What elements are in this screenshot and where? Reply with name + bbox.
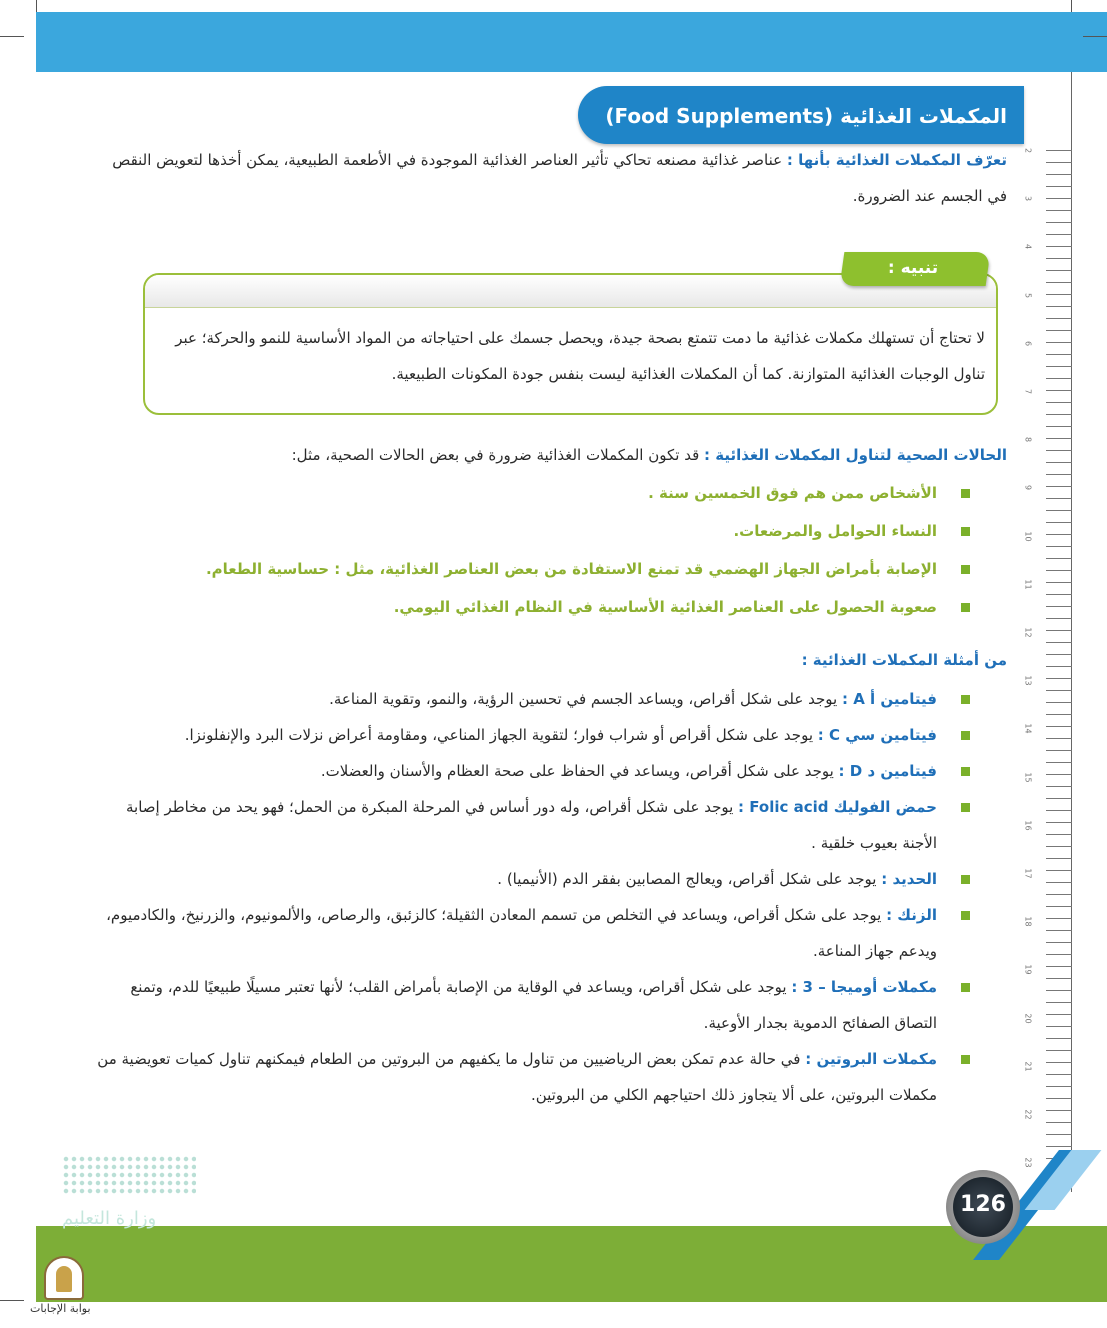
examples-list bbox=[97, 681, 1007, 1113]
ruler-number: 10 bbox=[1023, 531, 1033, 542]
list-item: مكملات البروتين : في حالة عدم تمكن بعض الرياضيين من تناول ما يكفيهم من البروتين من الطعام فيمكنهم تناول كميات تعويضية من مكملات البروتين، على ألا يتجاوز ذلك احتياجهم الكلي من البروتين. bbox=[97, 1041, 1007, 1113]
list-item: فيتامين د D : يوجد على شكل أقراص، ويساعد في الحفاظ على صحة العظام والأسنان والعضلات. bbox=[97, 753, 1007, 789]
definition-label: تعرّف المكملات الغذائية بأنها : bbox=[786, 151, 1007, 169]
crop-mark bbox=[0, 1300, 24, 1301]
bullet-icon bbox=[961, 983, 970, 992]
cases-intro: قد تكون المكملات الغذائية ضرورة في بعض الحالات الصحية، مثل: bbox=[291, 446, 705, 464]
list-item: الإصابة بأمراض الجهاز الهضمي قد تمنع الاستفادة من بعض العناصر الغذائية، مثل : حساسية الطعام. bbox=[97, 550, 1007, 588]
ministry-logo-dots bbox=[62, 1155, 196, 1195]
bullet-icon bbox=[961, 695, 970, 704]
ministry-name: وزارة التعليم bbox=[62, 1208, 157, 1229]
page-number: 126 bbox=[960, 1192, 1006, 1217]
bullet-icon bbox=[961, 527, 970, 536]
cases-label: الحالات الصحية لتناول المكملات الغذائية : bbox=[704, 446, 1007, 464]
ruler-number: 20 bbox=[1023, 1013, 1033, 1024]
ruler-number: 14 bbox=[1023, 723, 1033, 734]
ruler-number: 8 bbox=[1023, 437, 1033, 443]
crop-mark bbox=[0, 36, 24, 37]
crop-mark bbox=[1083, 36, 1107, 37]
list-item: حمض الفوليك Folic acid : يوجد على شكل أقراص، وله دور أساس في المرحلة المبكرة من الحمل؛ فهو يحد من مخاطر إصابة الأجنة بعيوب خلقية . bbox=[97, 789, 1007, 861]
ruler-number: 6 bbox=[1023, 340, 1033, 346]
ruler-number: 4 bbox=[1023, 244, 1033, 250]
ruler-number: 16 bbox=[1023, 820, 1033, 831]
ruler-number: 19 bbox=[1023, 964, 1033, 975]
site-name: بوابة الإجابات bbox=[30, 1302, 91, 1315]
ruler-number: 7 bbox=[1023, 388, 1033, 395]
cases-list bbox=[97, 474, 1007, 626]
ruler-number: 18 bbox=[1023, 916, 1033, 927]
bullet-icon bbox=[961, 565, 970, 574]
cases-paragraph bbox=[95, 437, 1007, 473]
page-title: المكملات الغذائية (Food Supplements) bbox=[605, 104, 1007, 128]
bottom-color-band bbox=[36, 1226, 1107, 1302]
ruler-number: 11 bbox=[1023, 579, 1033, 590]
bullet-icon bbox=[961, 875, 970, 884]
definition-text: عناصر غذائية مصنعه تحاكي تأثير العناصر الغذائية الموجودة في الأطعمة الطبيعية، يمكن أخذها لتعويض النقص في الجسم عند الضرورة. bbox=[112, 151, 1007, 205]
crop-mark bbox=[1071, 0, 1072, 12]
list-item: الحديد : يوجد على شكل أقراص، ويعالج المصابين بفقر الدم (الأنيميا) . bbox=[97, 861, 1007, 897]
ruler-number: 3 bbox=[1023, 196, 1033, 202]
list-item: فيتامين أ A : يوجد على شكل أقراص، ويساعد الجسم في تحسين الرؤية، والنمو، وتقوية المناعة. bbox=[97, 681, 1007, 717]
bullet-icon bbox=[961, 731, 970, 740]
ruler-number: 5 bbox=[1023, 292, 1033, 298]
ruler-number: 2 bbox=[1023, 147, 1033, 154]
ruler-number: 12 bbox=[1023, 627, 1033, 638]
bullet-icon bbox=[961, 767, 970, 776]
list-item: النساء الحوامل والمرضعات. bbox=[97, 512, 1007, 550]
bullet-icon bbox=[961, 911, 970, 920]
site-logo-inner-icon bbox=[56, 1266, 72, 1292]
bullet-icon bbox=[961, 489, 970, 498]
list-item: صعوبة الحصول على العناصر الغذائية الأساسية في النظام الغذائي اليومي. bbox=[97, 588, 1007, 626]
crop-mark bbox=[36, 0, 37, 12]
ruler-number: 22 bbox=[1023, 1109, 1033, 1120]
ruler-ticks bbox=[1046, 150, 1072, 1190]
list-item: الزنك : يوجد على شكل أقراص، ويساعد في التخلص من تسمم المعادن الثقيلة؛ كالزئبق، والرصاص، والألمونيوم، والزرنيخ، والكادميوم، ويدعم جهاز المناعة. bbox=[97, 897, 1007, 969]
bullet-icon bbox=[961, 803, 970, 812]
ruler-number: 17 bbox=[1023, 868, 1033, 879]
examples-heading: من أمثلة المكملات الغذائية : bbox=[801, 651, 1007, 669]
note-text: لا تحتاج أن تستهلك مكملات غذائية ما دمت تتمتع بصحة جيدة، ويحصل جسمك على احتياجاته من المواد الأساسية للنمو والحركة؛ عبر تناول الوجبات الغذائية المتوازنة. كما أن المكملات الغذائية ليست بنفس جودة المكونات الطبيعية. bbox=[175, 329, 985, 383]
ruler-number: 15 bbox=[1023, 772, 1033, 783]
ruler-number: 13 bbox=[1023, 675, 1033, 686]
list-item: الأشخاص ممن هم فوق الخمسين سنة . bbox=[97, 474, 1007, 512]
list-item: مكملات أوميجا – 3 : يوجد على شكل أقراص، ويساعد في الوقاية من الإصابة بأمراض القلب؛ لأنها تعتبر مسيلًا طبيعيًا للدم، وتمنع التصاق الصفائح الدموية بجدار الأوعية. bbox=[97, 969, 1007, 1041]
note-title: تنبيه : bbox=[887, 258, 939, 278]
list-item: فيتامين سي C : يوجد على شكل أقراص أو شراب فوار؛ لتقوية الجهاز المناعي، ومقاومة أعراض نزلات البرد والإنفلونزا. bbox=[97, 717, 1007, 753]
ruler-number: 23 bbox=[1023, 1157, 1033, 1168]
bullet-icon bbox=[961, 603, 970, 612]
top-color-band bbox=[36, 12, 1107, 72]
ruler-number: 9 bbox=[1023, 485, 1033, 491]
definition-paragraph bbox=[95, 142, 1007, 214]
ruler-number: 21 bbox=[1023, 1061, 1033, 1072]
bullet-icon bbox=[961, 1055, 970, 1064]
